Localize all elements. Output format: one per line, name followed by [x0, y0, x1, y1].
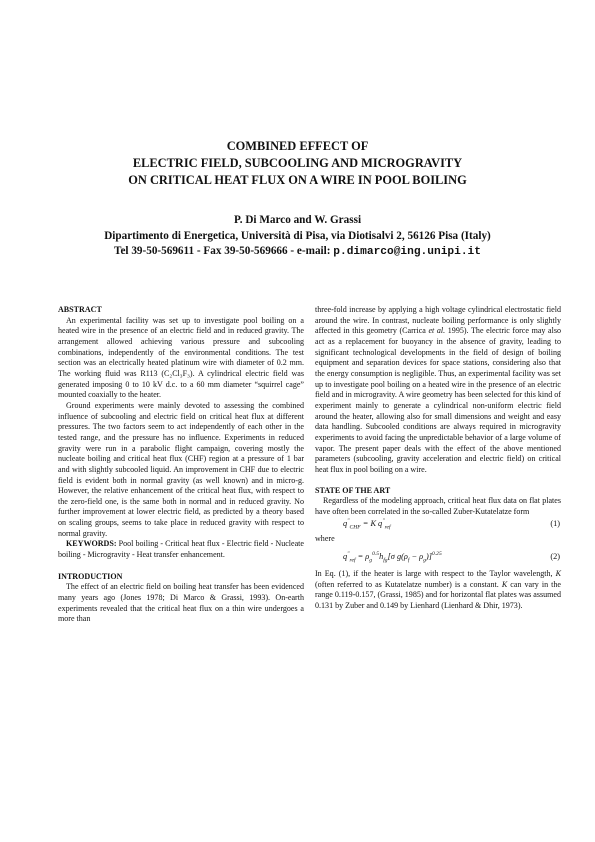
keywords-label: KEYWORDS:	[66, 539, 117, 549]
keywords-text: Pool boiling - Critical heat flux - Electric field - Nucleate boiling - Microgravity - Heat transfer enhancement.	[58, 539, 304, 560]
abstract-heading: ABSTRACT	[58, 305, 102, 314]
where-text: where	[315, 534, 335, 544]
state-of-art-paragraph-2: In Eq. (1), if the heater is large with respect to the Taylor wavelength, K (often referred to as Kutatelatze number) is a constant. K can vary in the range 0.119-0.157, (Grassi, 1985) and for horizontal flat plates was assumed 0.131 by Zuber and 0.149 by Lienhard (Lienhard & Dhir, 1973).	[315, 569, 561, 611]
title-line-2: ELECTRIC FIELD, SUBCOOLING AND MICROGRAVITY	[132, 156, 463, 170]
state-of-art-heading: STATE OF THE ART	[315, 485, 391, 495]
state-of-art-paragraph-1: Regardless of the modeling approach, critical heat flux data on flat plates have often been correlated in the so-called Zuber-Kutatelatze form	[315, 496, 561, 516]
author-block	[40, 213, 555, 261]
equation-1-number: (1)	[550, 519, 560, 529]
equation-2	[315, 545, 561, 569]
equation-1	[315, 517, 561, 534]
abstract-paragraph-1: An experimental facility was set up to investigate pool boiling on a heated wire in the presence of an electric field and in reduced gravity. The arrangement allowed achieving various pressure and subcooling combinations, independently of the environmental conditions. The test section was an electrically heated platinum wire with diameter of 0.2 mm. The working fluid was R113 (C₂Cl₃F₃). A cylindrical electric field was generated imposing 0 to 10 kV d.c. to a 60 mm diameter “squirrel cage” mounted coaxially to the heater.	[58, 315, 304, 400]
introduction-paragraph-1: The effect of an electric field on boiling heat transfer has been evidenced many years ago (Jones 1978; Di Marco & Grassi, 1993). On-earth experiments revealed that the critical heat flux on a thin wire undergoes a more than	[58, 582, 304, 624]
equation-1-formula: $q^"_{CHF} = K$ $q^"_{ref}$	[343, 518, 391, 532]
contact-phone-fax: Tel 39-50-569611 - Fax 39-50-569666 - e-mail:	[114, 245, 334, 257]
author-names: P. Di Marco and W. Grassi	[233, 214, 362, 226]
author-affiliation: Dipartimento di Energetica, Università di Pisa, via Diotisalvi 2, 56126 Pisa (Italy)	[104, 229, 491, 242]
paper-title	[40, 138, 555, 189]
title-line-1: COMBINED EFFECT OF	[226, 139, 369, 153]
keywords-paragraph	[58, 539, 304, 560]
equation-2-formula: $q^"_{ref} = \rho_g^{0.5}h_{fg}[\sigma$ $g(\rho_f - \rho_g)]^{0.25}$	[343, 551, 442, 564]
title-line-3: ON CRITICAL HEAT FLUX ON A WIRE IN POOL BOILING	[128, 173, 467, 187]
introduction-heading: INTRODUCTION	[58, 571, 123, 581]
equation-2-number: (2)	[550, 552, 560, 562]
left-column	[58, 305, 304, 625]
author-contact	[40, 244, 555, 261]
right-column	[315, 305, 561, 612]
introduction-paragraph-1-continued: three-fold increase by applying a high voltage cylindrical electrostatic field around the wire. In contrast, nucleate boiling performance is only slightly affected in this geometry (Carrica et al. 1995). The electric force may also act as a replacement for buoyancy in the absence of gravity, leading to significant technological developments in the field of design of boiling equipment and separation devices for space stations, considering also that the energy consumption is negligible. Thus, an experimental facility was set up to investigate pool boiling on a heated wire in the presence of an electric field and in microgravity. A wire geometry has been selected for this kind of experiment mainly to generate a cylindrical non-uniform electric field around the heater, allowing also for small dimensions and weight and easy data handling. Subcooled conditions are always required in microgravity experiments to avoid facing the unpredictable behavior of a large volume of vapor. The present paper deals with the effect of the above mentioned parameters (subcooling, gravity acceleration and electric field) on critical heat flux in pool boiling on a wire.	[315, 305, 561, 474]
author-email: p.dimarco@ing.unipi.it	[333, 246, 481, 258]
abstract-paragraph-2: Ground experiments were mainly devoted to assessing the combined influence of subcooling and electric field on critical heat flux at different pressures. The two factors seem to act independently of each other in the tested range, and the pressure has no influence. Experiments in reduced gravity were run in a parabolic flight campaign, covering mostly the nucleate boiling and critical heat flux (CHF) region at a pressure of 1 bar and with slightly subcooled liquid. An improvement in CHF due to electric field is evident both in normal gravity (as well known) and in micro-g. However, the relative enhancement of the critical heat flux, with respect to the zero-field one, is the same both in normal and in reduced gravity. No further improvement at lower electric field, as predicted by a theory based on scaling groups, seems to take place in reduced gravity with respect to normal gravity.	[58, 400, 304, 538]
